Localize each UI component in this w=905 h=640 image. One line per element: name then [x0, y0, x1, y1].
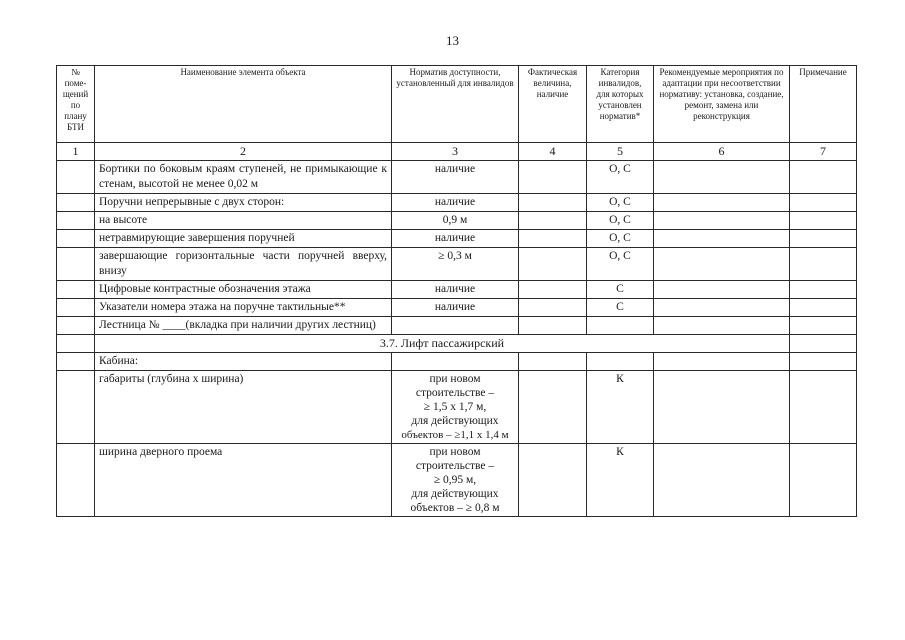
category-value: О, С — [587, 161, 654, 194]
element-name: Поручни непрерывные с двух сторон: — [95, 194, 392, 212]
accessibility-table — [56, 65, 857, 517]
table-row — [57, 299, 857, 317]
element-name: завершающие горизонтальные части поручней вверху, внизу — [95, 248, 392, 281]
element-name: Бортики по боковым краям ступеней, не примыкающие к стенам, высотой не менее 0,02 м — [95, 161, 392, 194]
header-room-number: № поме-щений по плану БТИ — [57, 66, 95, 143]
page-number: 13 — [446, 33, 459, 48]
column-number: 5 — [587, 143, 654, 161]
table-row — [57, 230, 857, 248]
category-value: О, С — [587, 230, 654, 248]
category-value: К — [587, 371, 654, 444]
column-number: 6 — [654, 143, 790, 161]
norm-value: наличие — [392, 230, 519, 248]
table-row — [57, 161, 857, 194]
norm-value: ≥ 0,3 м — [392, 248, 519, 281]
category-value — [587, 317, 654, 335]
category-value: С — [587, 299, 654, 317]
column-number: 4 — [519, 143, 587, 161]
category-value: К — [587, 444, 654, 517]
element-name: Лестница № ____(вкладка при наличии других лестниц) — [95, 317, 392, 335]
column-number: 3 — [392, 143, 519, 161]
table-row — [57, 212, 857, 230]
cabin-label: Кабина: — [95, 353, 392, 371]
header-row — [57, 66, 857, 143]
header-norm: Норматив доступности, установленный для инвалидов — [392, 66, 519, 143]
norm-value: при новом строительстве – ≥ 0,95 м, для действующих объектов – ≥ 0,8 м — [392, 444, 519, 517]
element-name: габариты (глубина х ширина) — [95, 371, 392, 444]
category-value: С — [587, 281, 654, 299]
norm-value: наличие — [392, 299, 519, 317]
column-number: 2 — [95, 143, 392, 161]
section-title: 3.7. Лифт пассажирский — [95, 335, 790, 353]
norm-value: наличие — [392, 161, 519, 194]
norm-value: 0,9 м — [392, 212, 519, 230]
table-row — [57, 194, 857, 212]
category-value: О, С — [587, 248, 654, 281]
norm-value — [392, 317, 519, 335]
category-value: О, С — [587, 212, 654, 230]
norm-value: наличие — [392, 281, 519, 299]
table-row — [57, 317, 857, 335]
element-name: Цифровые контрастные обозначения этажа — [95, 281, 392, 299]
element-name: на высоте — [95, 212, 392, 230]
table-row — [57, 444, 857, 517]
column-number: 7 — [790, 143, 857, 161]
header-element-name: Наименование элемента объекта — [95, 66, 392, 143]
column-number-row — [57, 143, 857, 161]
header-recommendations: Рекомендуемые мероприятия по адаптации при несоответствии нормативу: установка, создание, ремонт, замена или реконструкция — [654, 66, 790, 143]
norm-value: наличие — [392, 194, 519, 212]
table-row — [57, 248, 857, 281]
table-row — [57, 353, 857, 371]
header-note: Примечание — [790, 66, 857, 143]
element-name: нетравмирующие завершения поручней — [95, 230, 392, 248]
header-actual: Фактическая величина, наличие — [519, 66, 587, 143]
header-category: Категория инвалидов, для которых установлен норматив* — [587, 66, 654, 143]
element-name: Указатели номера этажа на поручне тактильные** — [95, 299, 392, 317]
column-number: 1 — [57, 143, 95, 161]
norm-value: при новом строительстве – ≥ 1,5 х 1,7 м, для действующих объектов – ≥1,1 х 1,4 м — [392, 371, 519, 444]
element-name: ширина дверного проема — [95, 444, 392, 517]
table-row — [57, 281, 857, 299]
table-row — [57, 371, 857, 444]
category-value: О, С — [587, 194, 654, 212]
section-row — [57, 335, 857, 353]
